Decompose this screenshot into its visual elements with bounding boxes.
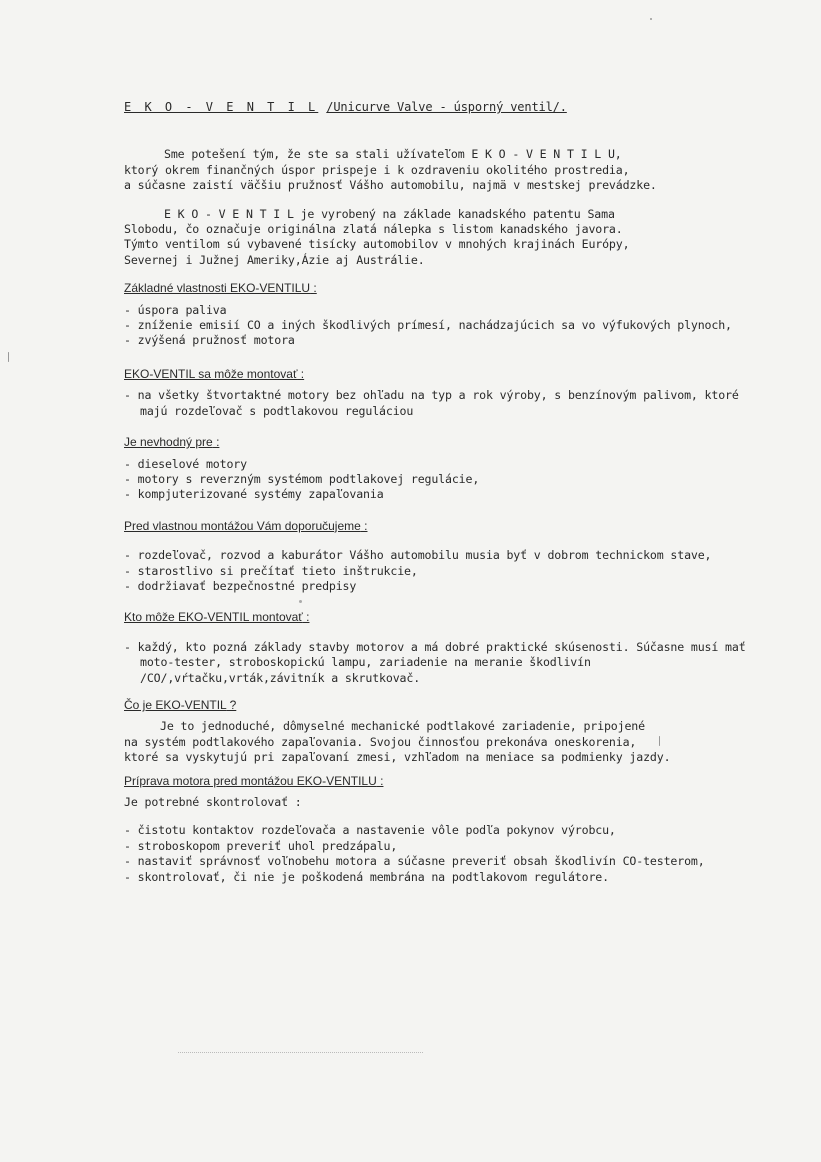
list-item: - na všetky štvortaktné motory bez ohľadu na typ a rok výroby, s benzínovým palivom, ktoré majú rozdeľovač s podtlakovou reguláciou (124, 388, 739, 418)
patent-line: E K O - V E N T I L je vyrobený na základe kanadského patentu Sama (164, 206, 615, 221)
heading-text: Pred vlastnou montážou Vám doporučujeme (124, 518, 361, 533)
list-item: - každý, kto pozná základy stavby motorov a má dobré praktické skúsenosti. Súčasne musí mať moto-tester, stroboskopickú lampu, zariadenie na meranie škodlivín /CO/,vŕtačku,vrták,závitník a skrutkovač. (124, 639, 746, 685)
list-item: - starostlivo si prečítať tieto inštrukcie, (124, 563, 418, 578)
description-paragraph (124, 719, 764, 765)
compatible-list (124, 388, 764, 419)
document-body (124, 100, 764, 896)
list-item: - dieselové motory (124, 456, 247, 471)
scan-artifact-line (178, 1052, 423, 1053)
scan-speck (650, 18, 652, 20)
list-item: - dodržiavať bezpečnostné predpisy (124, 578, 357, 593)
section-heading (124, 610, 764, 625)
heading-punct: : (360, 518, 368, 533)
patent-line: Týmto ventilom sú vybavené tisícky automobilov v mnohých krajinách Európy, (124, 237, 630, 252)
unsuitable-list (124, 457, 764, 503)
list-item: - skontrolovať, či nie je poškodená membrána na podtlakovom regulátore. (124, 869, 609, 884)
description-line: ktoré sa vyskytujú pri zapaľovaní zmesi, vzhľadom na meniace sa podmienky jazdy. (124, 750, 671, 765)
intro-line: ktorý okrem finančných úspor prispeje i k ozdraveniu okolitého prostredia, (124, 162, 630, 177)
check-lead: Je potrebné skontrolovať : (124, 795, 302, 809)
list-item: - zvýšená pružnosť motora (124, 333, 295, 348)
patent-line: Severnej i Južnej Ameriky,Ázie aj Austrálie. (124, 252, 425, 267)
preparation-list (124, 823, 764, 885)
list-item: - úspora paliva (124, 302, 227, 317)
intro-line: Sme potešení tým, že ste sa stali užívateľom E K O - V E N T I L U, (164, 147, 622, 162)
section-heading (124, 367, 764, 382)
installer-list (124, 640, 764, 686)
title-product-name: E K O - V E N T I L (124, 100, 319, 114)
description-line: Je to jednoduché, dômyselné mechanické podtlakové zariadenie, pripojené (160, 719, 645, 734)
heading-text: Je nevhodný pre (124, 435, 213, 450)
heading-punct: : (310, 281, 317, 296)
list-item: - motory s reverzným systémom podtlakovej regulácie, (124, 471, 480, 486)
heading-text: Kto môže EKO-VENTIL montovať (124, 610, 303, 625)
list-item: - rozdeľovač, rozvod a kaburátor Vášho automobilu musia byť v dobrom technickom stave, (124, 548, 712, 563)
intro-line: a súčasne zaistí väčšiu pružnosť Vášho automobilu, najmä v mestskej prevádzke. (124, 178, 657, 193)
patent-paragraph (124, 207, 764, 269)
list-item: - čistotu kontaktov rozdeľovača a nastavenie vôle podľa pokynov výrobcu, (124, 823, 616, 838)
document-title (124, 100, 764, 115)
heading-text: Základné vlastnosti EKO-VENTILU (124, 281, 311, 296)
heading-punct: : (302, 610, 310, 625)
list-item: - nastaviť správnosť voľnobehu motora a súčasne preveriť obsah škodlivín CO-testerom, (124, 854, 705, 869)
heading-text: EKO-VENTIL sa môže montovať (124, 366, 298, 381)
heading-text: Príprava motora pred montážou EKO-VENTILU (124, 773, 377, 788)
patent-line: Slobodu, čo označuje originálna zlatá nálepka s listom kanadského javora. (124, 222, 623, 237)
section-heading (124, 774, 764, 789)
section-heading (124, 281, 764, 296)
heading-punct: : (212, 435, 220, 450)
description-line: na systém podtlakového zapaľovania. Svojou činnosťou prekonáva oneskorenia, (124, 734, 637, 749)
list-item: - zníženie emisií CO a iných škodlivých prímesí, nachádzajúcich sa vo výfukových plynoch, (124, 318, 732, 333)
heading-text: Čo je EKO-VENTIL (124, 697, 227, 712)
section-heading (124, 435, 764, 450)
title-subtitle: /Unicurve Valve - úsporný ventil/. (326, 100, 567, 114)
section-heading (124, 698, 764, 713)
properties-list (124, 303, 764, 349)
section-heading (124, 519, 764, 534)
heading-punct: : (297, 366, 305, 381)
list-item: - kompjuterizované systémy zapaľovania (124, 487, 384, 502)
intro-paragraph (124, 147, 764, 193)
heading-punct: ? (226, 697, 237, 712)
list-item: - stroboskopom preveriť uhol predzápalu, (124, 838, 398, 853)
scan-speck (8, 352, 9, 362)
recommendations-list (124, 548, 764, 594)
heading-punct: : (376, 773, 384, 788)
